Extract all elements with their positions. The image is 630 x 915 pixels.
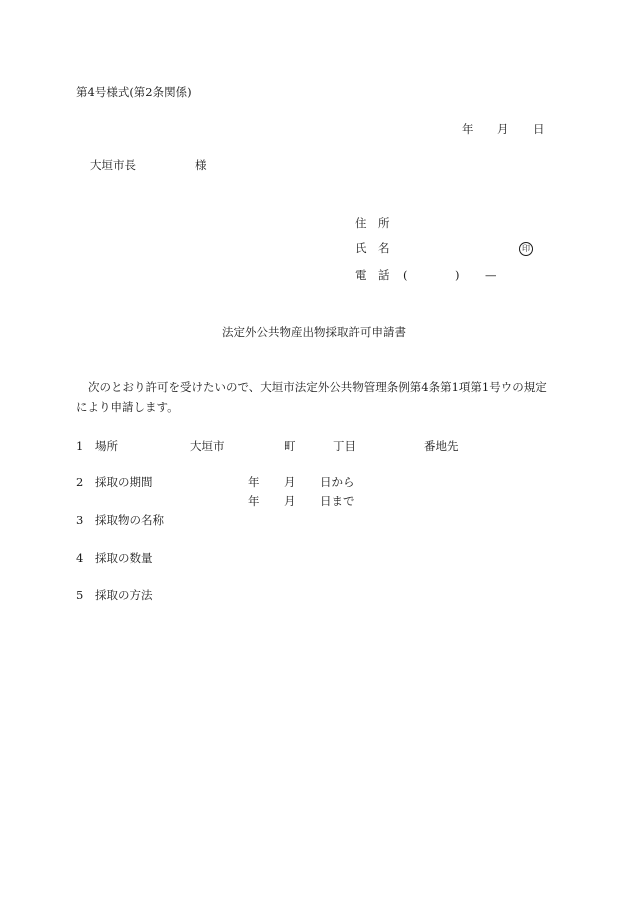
item-number: 5: [76, 588, 84, 602]
phone-dash: —: [485, 268, 497, 282]
item-number: 4: [76, 551, 84, 565]
phone-open-paren: (: [403, 268, 408, 282]
date-month: 月: [497, 122, 509, 136]
item-label: 場所: [95, 439, 118, 453]
item-number: 3: [76, 513, 84, 527]
period-from-month: 月: [284, 475, 296, 489]
place-city: 大垣市: [190, 439, 225, 453]
body-line-2: により申請します。: [76, 400, 179, 414]
item-label: 採取の期間: [95, 475, 153, 489]
phone-close-paren: ): [455, 268, 460, 282]
item-label: 採取の方法: [95, 588, 153, 602]
addressee-honorific: 様: [195, 158, 207, 172]
item-label: 採取の数量: [95, 551, 153, 565]
body-paragraph: [76, 377, 562, 417]
phone-label: 電 話: [355, 268, 390, 282]
body-line-1: 次のとおり許可を受けたいので、大垣市法定外公共物管理条例第4条第1項第1号ウの規定: [88, 380, 547, 394]
place-banchi: 番地先: [424, 439, 459, 453]
item-label: 採取物の名称: [95, 513, 164, 527]
item-number: 2: [76, 475, 84, 489]
form-number: 第4号様式(第2条関係): [76, 85, 192, 99]
date-year: 年: [462, 122, 474, 136]
place-town: 町: [284, 439, 296, 453]
item-number: 1: [76, 439, 84, 453]
period-to-month: 月: [284, 494, 296, 508]
name-label: 氏 名: [355, 241, 390, 255]
period-to-year: 年: [248, 494, 260, 508]
address-label: 住 所: [355, 216, 390, 230]
period-from-day: 日から: [320, 475, 355, 489]
date-day: 日: [533, 122, 545, 136]
seal-mark: 印: [519, 242, 533, 256]
period-from-year: 年: [248, 475, 260, 489]
addressee-title: 大垣市長: [90, 158, 136, 172]
period-to-day: 日まで: [320, 494, 355, 508]
document-title: 法定外公共物産出物採取許可申請書: [222, 325, 406, 339]
place-chome: 丁目: [333, 439, 356, 453]
